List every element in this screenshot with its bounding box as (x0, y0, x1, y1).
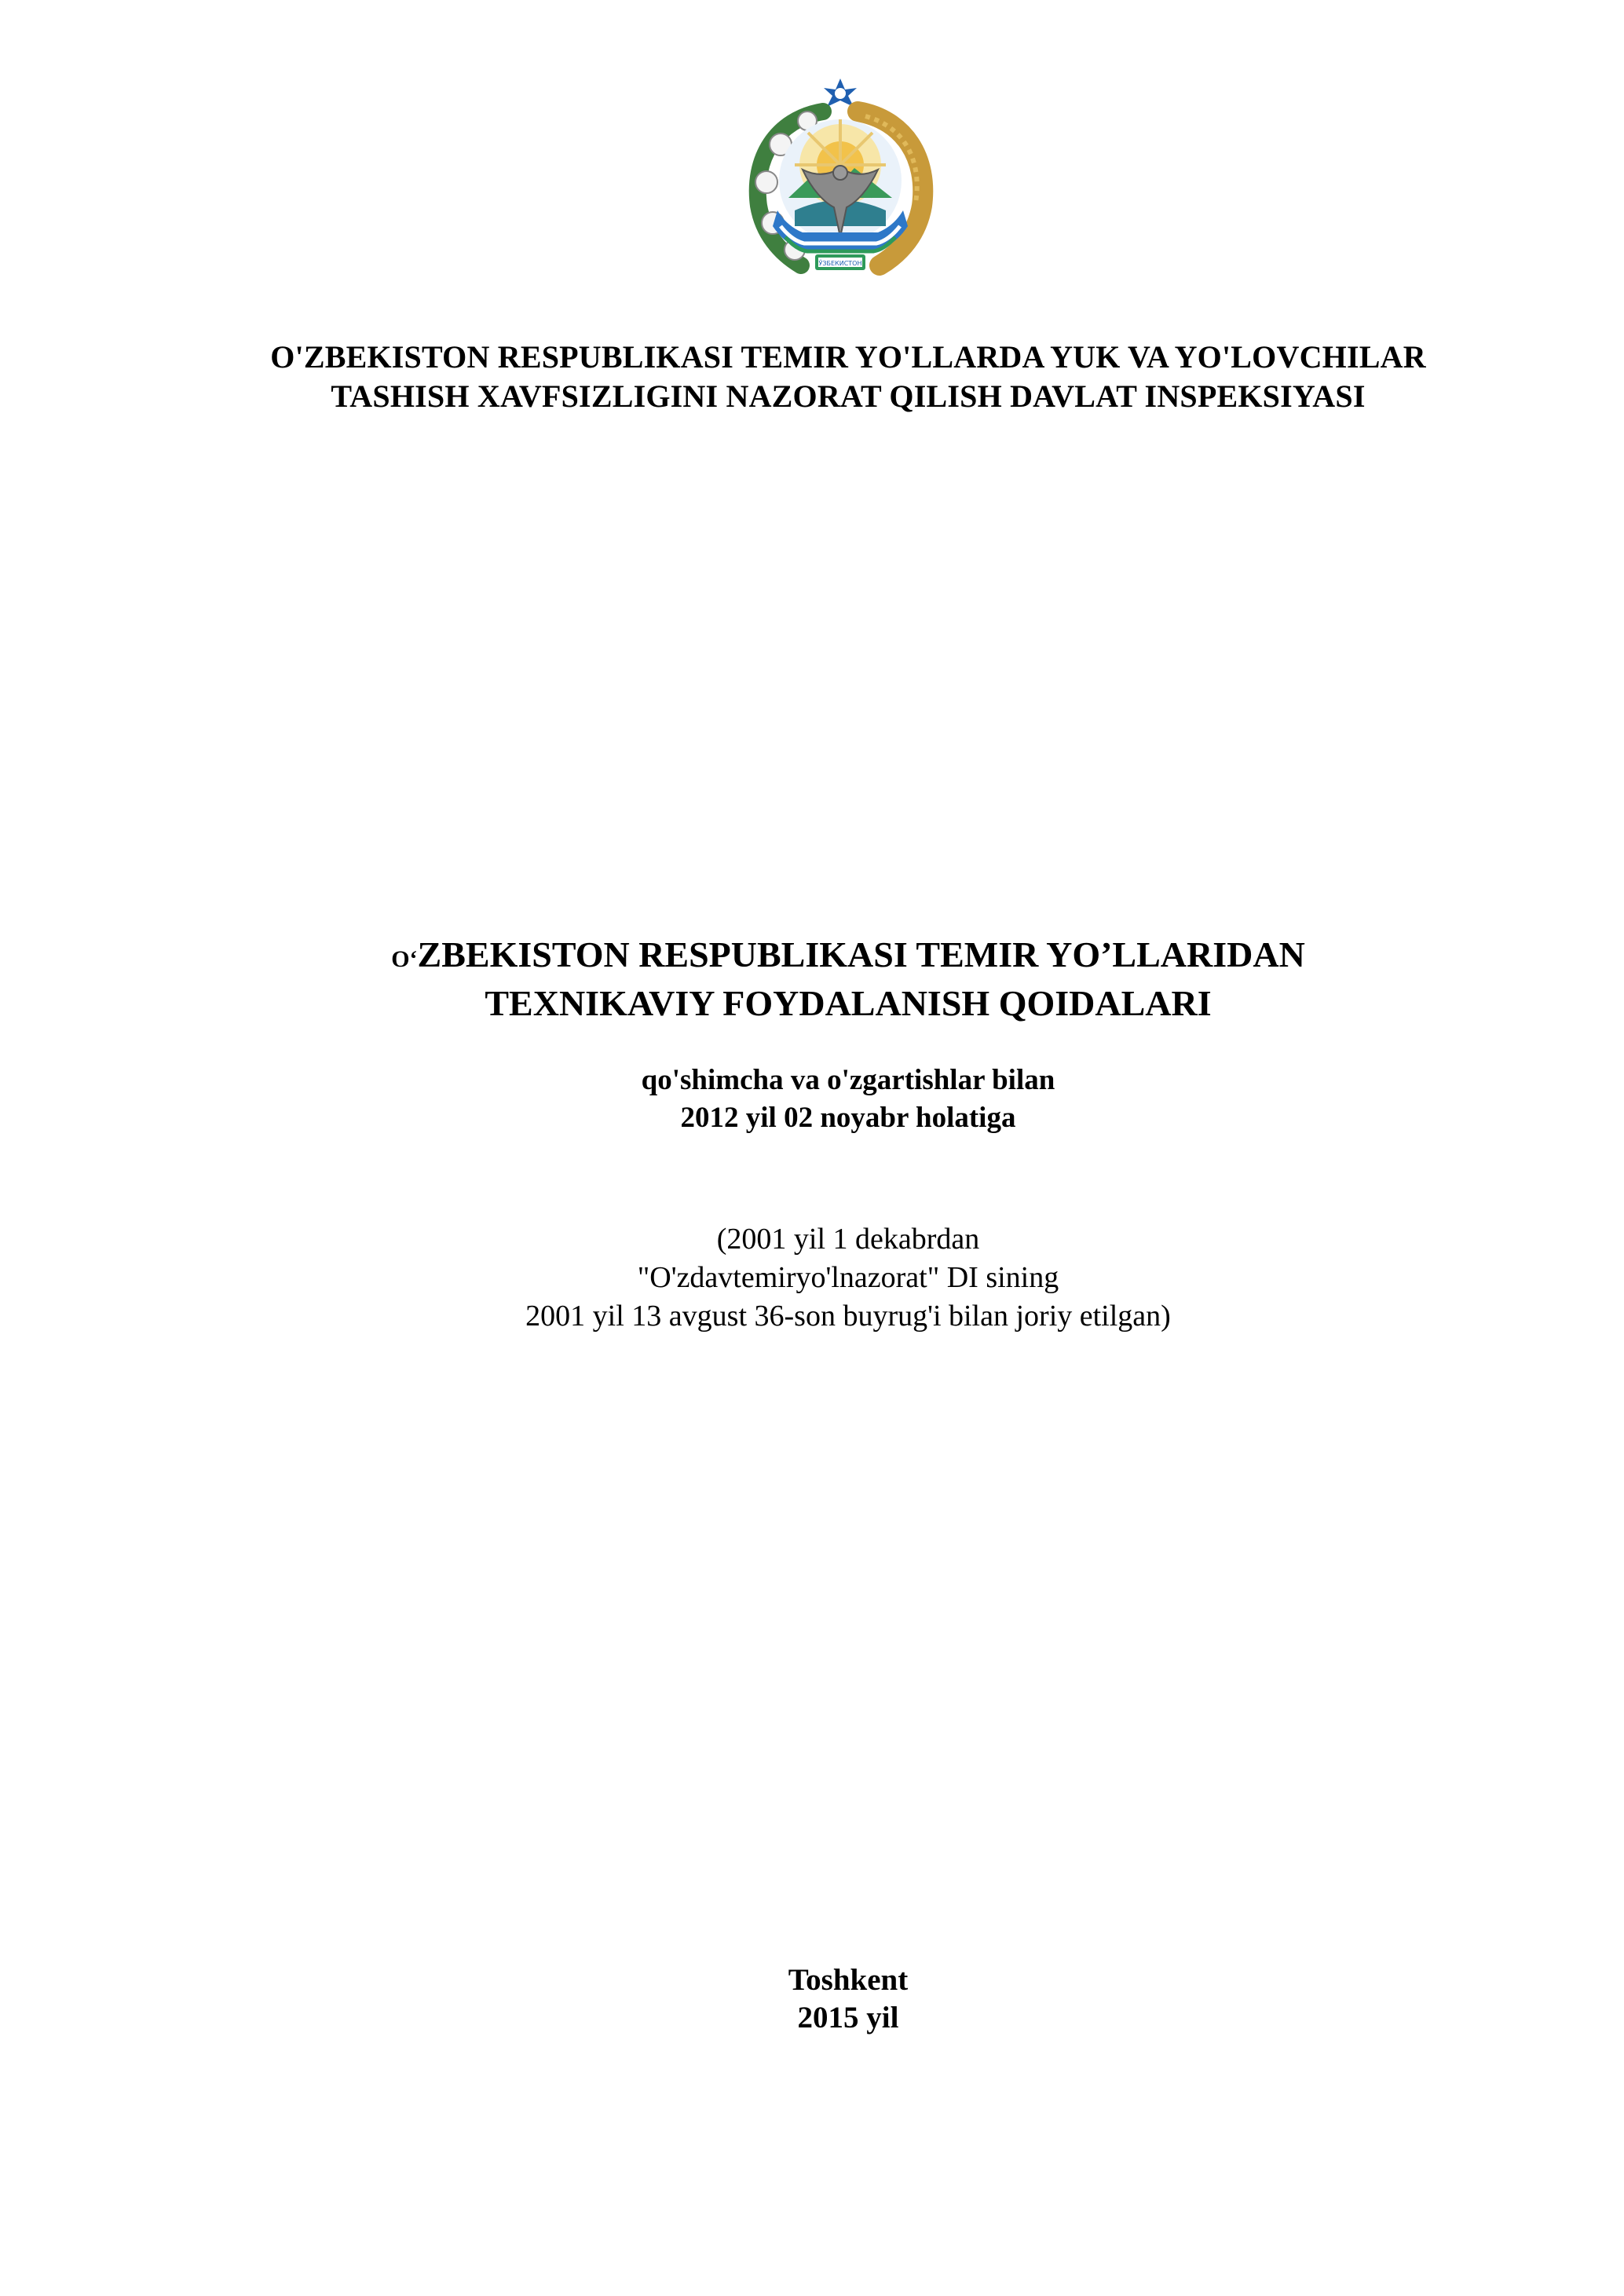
title-line-1-rest: ZBEKISTON RESPUBLIKASI TEMIR YO’LLARIDAN (417, 934, 1305, 974)
subtitle-line-2: 2012 yil 02 noyabr holatiga (680, 1102, 1016, 1134)
place-and-year (236, 1961, 1461, 2037)
footer-city: Toshkent (788, 1963, 909, 1997)
header-line-2: TASHISH XAVFSIZLIGINI NAZORAT QILISH DAVLAT INSPEKSIYASI (331, 378, 1366, 414)
footer-year: 2015 yil (797, 2001, 899, 2035)
title-line-1 (236, 933, 1461, 982)
note-line-1: (2001 yil 1 dekabrdan (716, 1223, 980, 1256)
subtitle-line-1: qo'shimcha va o'zgartishlar bilan (641, 1064, 1055, 1096)
star-icon (824, 79, 857, 107)
document-title (236, 933, 1461, 1026)
state-emblem-icon (740, 72, 941, 286)
document-subtitle (236, 1062, 1461, 1137)
note-line-3: 2001 yil 13 avgust 36-son buyrug'i bilan joriy etilgan) (525, 1300, 1171, 1333)
enactment-note (236, 1220, 1461, 1336)
title-line-1-prefix: O‘ (391, 946, 418, 972)
title-line-2: TEXNIKAVIY FOYDALANISH QOIDALARI (485, 983, 1212, 1023)
emblem-ribbon-text: ЎЗБЕКИСТОН (818, 260, 862, 267)
note-line-2: "O'zdavtemiryo'lnazorat" DI sining (637, 1261, 1059, 1294)
header-line-1: O'ZBEKISTON RESPUBLIKASI TEMIR YO'LLARDA YUK VA YO'LOVCHILAR (270, 339, 1426, 375)
organization-header (236, 338, 1461, 416)
